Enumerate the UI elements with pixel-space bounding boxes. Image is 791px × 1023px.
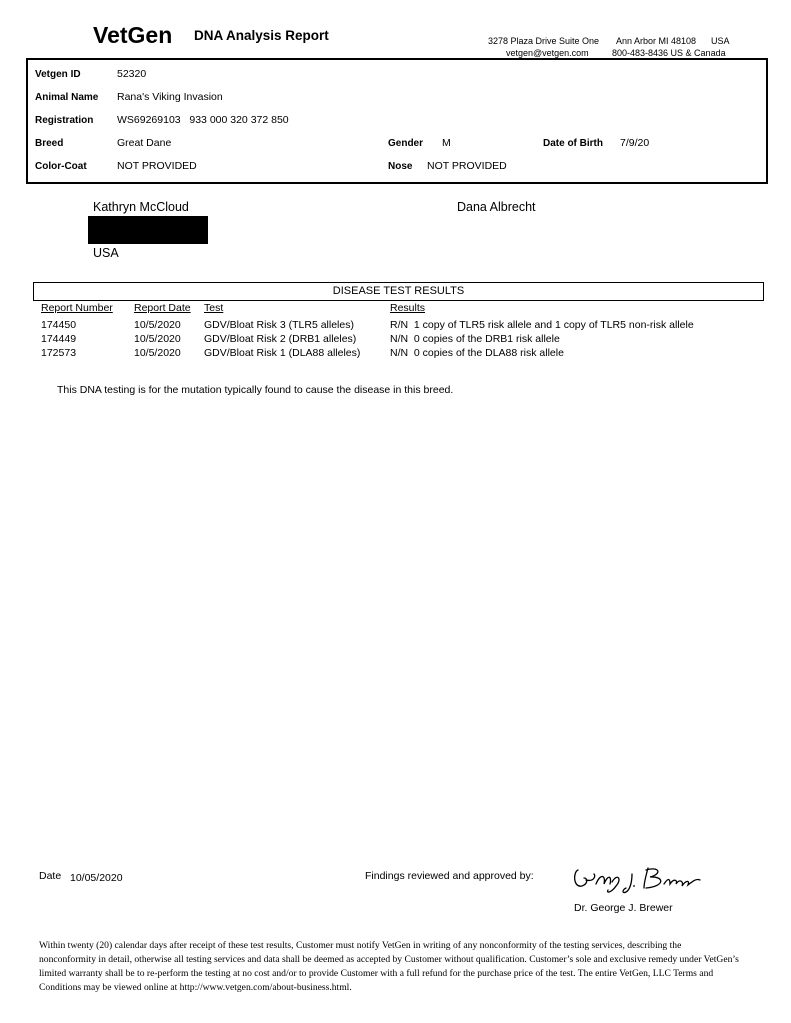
col-report-date: Report Date [134, 302, 191, 314]
color-coat-label: Color-Coat [35, 161, 87, 172]
report-number: 172573 [41, 347, 77, 359]
breed-value: Great Dane [117, 137, 172, 149]
report-title: DNA Analysis Report [194, 28, 329, 43]
signature [572, 864, 707, 896]
redacted-address [88, 216, 208, 244]
address-country: USA [711, 36, 730, 46]
contact-email: vetgen@vetgen.com [506, 48, 589, 58]
col-results: Results [390, 302, 426, 314]
gender-label: Gender [388, 138, 424, 149]
dob-label: Date of Birth [543, 138, 603, 149]
address-city: Ann Arbor MI 48108 [616, 36, 697, 46]
report-date: 10/5/2020 [134, 347, 181, 359]
test-name: GDV/Bloat Risk 3 (TLR5 alleles) [204, 319, 354, 331]
breed-label: Breed [35, 138, 64, 149]
animal-name-label: Animal Name [35, 92, 99, 103]
test-result: N/N 0 copies of the DLA88 risk allele [390, 347, 564, 359]
test-name: GDV/Bloat Risk 1 (DLA88 alleles) [204, 347, 361, 359]
dob-value: 7/9/20 [620, 137, 650, 149]
vetgen-id-value: 52320 [117, 68, 147, 80]
registration-value: WS69269103 933 000 320 372 850 [117, 114, 289, 126]
nose-value: NOT PROVIDED [427, 160, 507, 172]
signer-name: Dr. George J. Brewer [574, 902, 673, 914]
animal-name-value: Rana's Viking Invasion [117, 91, 223, 103]
owner-country: USA [93, 246, 119, 260]
owner-name: Kathryn McCloud [93, 200, 189, 214]
report-date: 10/5/2020 [134, 319, 181, 331]
test-result: N/N 0 copies of the DRB1 risk allele [390, 333, 560, 345]
test-name: GDV/Bloat Risk 2 (DRB1 alleles) [204, 333, 357, 345]
date-value: 10/05/2020 [70, 872, 123, 884]
registration-label: Registration [35, 115, 94, 126]
testing-note: This DNA testing is for the mutation typically found to cause the disease in this breed. [57, 384, 454, 396]
vetgen-id-label: Vetgen ID [35, 69, 81, 80]
date-label: Date [39, 870, 62, 882]
report-date: 10/5/2020 [134, 333, 181, 345]
color-coat-value: NOT PROVIDED [117, 160, 197, 172]
contact-phone: 800-483-8436 US & Canada [612, 48, 726, 58]
col-report-number: Report Number [41, 302, 113, 314]
legal-disclaimer: Within twenty (20) calendar days after receipt of these test results, Customer must notify VetGen in writing of any nonconformity of the testing services, describing the nonconformity in detail, otherwise all testing services and data shall be deemed as accepted by Customer without qualification. Customer’s sole and exclusive remedy under VetGen’s limited warranty shall be to re-perform the testing at no cost and/or to provide Customer with a full refund for the purchase price of the test. The entire VetGen, LLC Terms and Conditions may be viewed online at http://www.vetgen.com/about-business.html. [39, 940, 739, 993]
vetgen-logo: VetGen [93, 22, 173, 48]
report-number: 174449 [41, 333, 77, 345]
approval-label: Findings reviewed and approved by: [365, 870, 534, 882]
address-street: 3278 Plaza Drive Suite One [488, 36, 600, 46]
disease-results-title: DISEASE TEST RESULTS [33, 282, 764, 301]
gender-value: M [442, 137, 451, 149]
nose-label: Nose [388, 161, 413, 172]
report-number: 174450 [41, 319, 77, 331]
col-test: Test [204, 302, 224, 314]
co-owner-name: Dana Albrecht [457, 200, 536, 214]
test-result: R/N 1 copy of TLR5 risk allele and 1 copy of TLR5 non-risk allele [390, 319, 694, 331]
